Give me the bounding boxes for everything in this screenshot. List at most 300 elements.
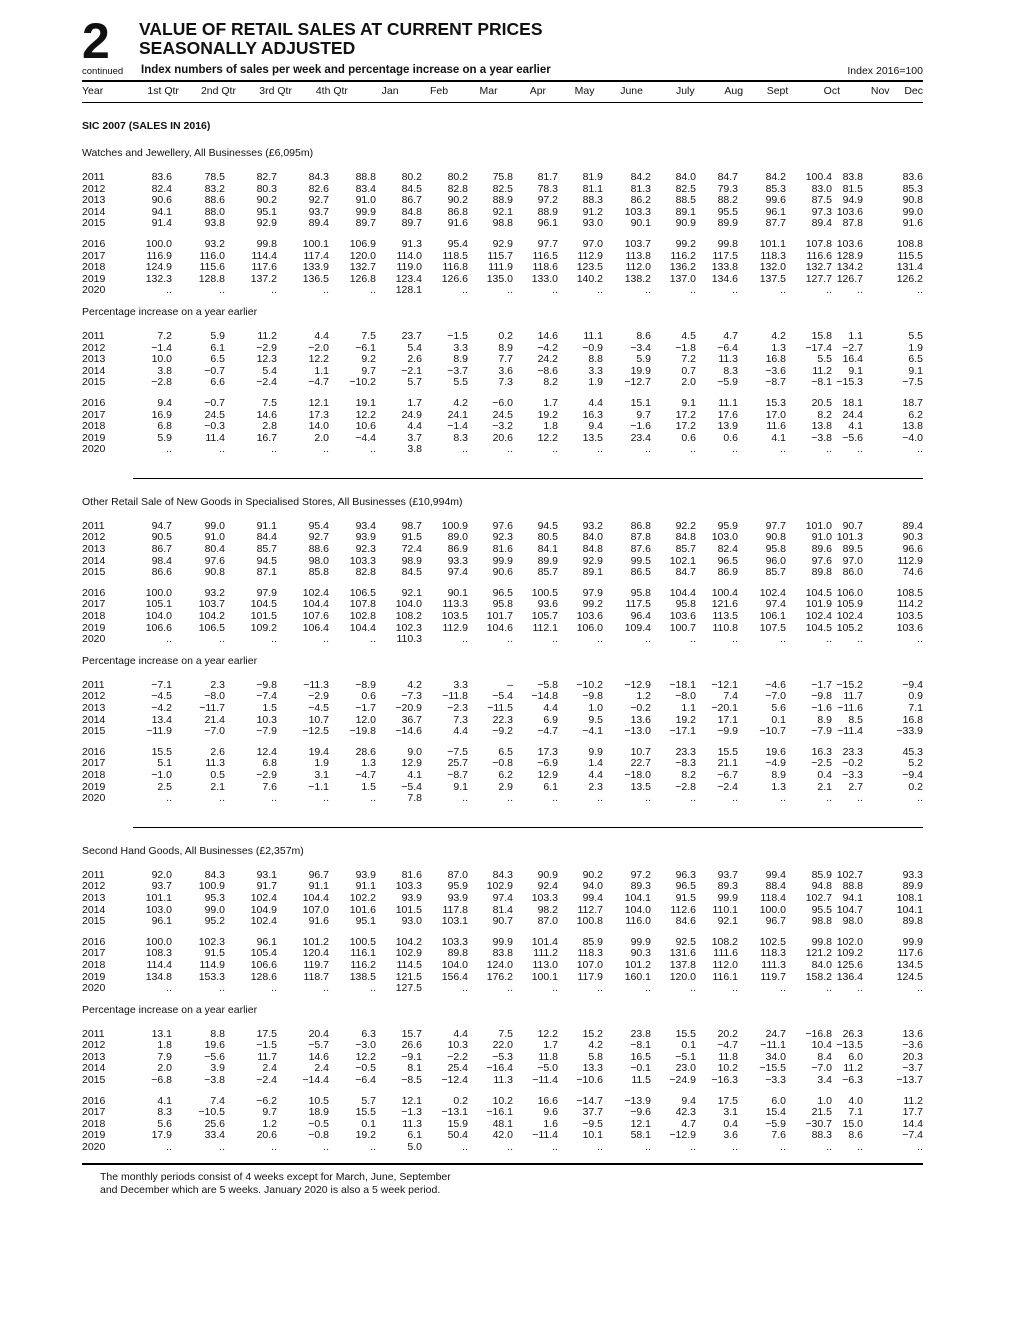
value-cell: −9.4 — [902, 768, 923, 781]
value-cell: 115.6 — [199, 261, 225, 274]
value-cell: −13.0 — [624, 725, 651, 738]
value-cell: 87.1 — [256, 566, 277, 579]
value-cell: −0.5 — [355, 1062, 376, 1075]
value-cell: −10.2 — [576, 678, 603, 691]
value-cell: .. — [552, 792, 558, 805]
table-row — [82, 444, 923, 456]
value-cell: .. — [271, 284, 277, 297]
table-row — [82, 239, 923, 251]
year-cell: 2020 — [82, 792, 106, 805]
value-cell: 80.4 — [204, 543, 225, 556]
value-cell: 101.1 — [145, 891, 172, 904]
value-cell: .. — [370, 982, 376, 995]
value-cell: 104.0 — [395, 598, 422, 611]
value-cell: 93.0 — [401, 915, 422, 928]
value-cell: .. — [857, 284, 863, 297]
value-cell: 5.7 — [361, 1094, 376, 1107]
value-cell: 10.6 — [355, 420, 376, 433]
value-cell: 85.8 — [308, 566, 329, 579]
value-cell: −24.9 — [669, 1074, 696, 1087]
value-cell: −11.6 — [837, 702, 863, 714]
value-cell: 100.4 — [711, 586, 738, 599]
value-cell: 7.2 — [681, 353, 696, 366]
value-cell: 97.9 — [256, 586, 277, 599]
value-cell: 86.5 — [630, 566, 651, 579]
value-cell: 1.3 — [771, 341, 786, 354]
value-cell: 99.2 — [675, 237, 696, 250]
value-cell: 96.7 — [308, 868, 329, 881]
year-cell: 2016 — [82, 745, 106, 758]
value-cell: 8.3 — [723, 364, 738, 377]
value-cell: .. — [732, 284, 738, 297]
value-cell: −5.3 — [492, 1050, 513, 1063]
value-cell: 89.3 — [630, 880, 651, 893]
value-cell: 96.6 — [902, 543, 923, 556]
value-cell: 83.0 — [811, 182, 832, 195]
year-cell: 2017 — [82, 598, 106, 611]
value-cell: .. — [507, 443, 513, 456]
value-cell: 6.1 — [210, 341, 225, 354]
value-cell: 9.5 — [588, 713, 603, 726]
value-cell: −2.5 — [811, 757, 832, 770]
value-cell: 16.3 — [811, 745, 832, 758]
value-cell: 104.4 — [302, 891, 329, 904]
value-cell: −4.5 — [308, 702, 329, 714]
value-cell: −2.4 — [717, 780, 738, 793]
value-cell: 99.4 — [582, 891, 603, 904]
value-cell: 74.6 — [902, 566, 923, 579]
year-cell: 2013 — [82, 543, 106, 556]
value-cell: 8.3 — [453, 431, 468, 444]
value-cell: 2.7 — [848, 780, 863, 793]
year-cell: 2014 — [82, 903, 106, 916]
value-cell: .. — [370, 792, 376, 805]
value-cell: 113.3 — [442, 598, 468, 611]
value-cell: 85.7 — [256, 543, 277, 556]
value-cell: 13.8 — [902, 420, 923, 433]
value-cell: −1.7 — [355, 702, 376, 714]
table-row — [82, 172, 923, 184]
value-cell: 84.5 — [401, 566, 422, 579]
table-row — [82, 623, 923, 635]
value-cell: 1.2 — [636, 690, 651, 703]
value-cell: −0.7 — [204, 396, 225, 409]
value-cell: 5.9 — [636, 353, 651, 366]
data-block — [82, 331, 923, 389]
value-cell: 17.3 — [308, 408, 329, 421]
value-cell: 102.8 — [349, 610, 376, 623]
value-cell: 7.3 — [498, 376, 513, 389]
value-cell: 8.2 — [543, 376, 558, 389]
value-cell: 15.5 — [355, 1106, 376, 1119]
value-cell: 9.4 — [588, 420, 603, 433]
value-cell: 1.7 — [407, 396, 422, 409]
value-cell: 15.5 — [675, 1027, 696, 1040]
value-cell: 90.9 — [537, 868, 558, 881]
value-cell: −14.4 — [302, 1074, 329, 1087]
value-cell: 82.4 — [151, 182, 172, 195]
table-row — [82, 354, 923, 366]
value-cell: 0.1 — [361, 1117, 376, 1130]
year-cell: 2014 — [82, 205, 106, 218]
value-cell: 103.7 — [624, 237, 651, 250]
value-cell: 117.6 — [897, 947, 923, 960]
header-bottom-rule — [82, 102, 923, 103]
value-cell: 94.1 — [151, 205, 172, 218]
value-cell: 1.5 — [262, 702, 277, 714]
value-cell: 102.4 — [250, 915, 277, 928]
value-cell: 108.8 — [896, 237, 923, 250]
value-cell: 104.5 — [805, 621, 832, 634]
value-cell: 11.3 — [493, 1074, 513, 1087]
value-cell: .. — [826, 792, 832, 805]
value-cell: .. — [552, 284, 558, 297]
value-cell: .. — [219, 792, 225, 805]
value-cell: 4.4 — [588, 396, 603, 409]
value-cell: 105.1 — [145, 598, 172, 611]
value-cell: 0.5 — [210, 768, 225, 781]
value-cell: 96.5 — [492, 586, 513, 599]
year-cell: 2011 — [82, 1027, 105, 1040]
table-row — [82, 1130, 923, 1142]
year-cell: 2014 — [82, 713, 106, 726]
value-cell: 113.8 — [625, 249, 651, 262]
value-cell: 137.5 — [759, 272, 786, 285]
value-cell: 17.2 — [675, 420, 696, 433]
value-cell: 11.3 — [718, 353, 738, 366]
year-cell: 2018 — [82, 1117, 106, 1130]
value-cell: 13.1 — [151, 1027, 172, 1040]
value-cell: 89.1 — [582, 566, 603, 579]
value-cell: −3.6 — [902, 1039, 923, 1052]
value-cell: 133.0 — [531, 272, 558, 285]
value-cell: 93.1 — [256, 868, 277, 881]
value-cell: 12.1 — [630, 1117, 651, 1130]
value-cell: 9.7 — [262, 1106, 277, 1119]
value-cell: 84.3 — [308, 171, 329, 183]
value-cell: .. — [597, 284, 603, 297]
data-block — [82, 521, 923, 579]
value-cell: .. — [462, 633, 468, 646]
value-cell: 85.3 — [902, 182, 923, 195]
value-cell: −2.1 — [401, 364, 422, 377]
column-header: Sept — [766, 85, 789, 98]
table-number: 2 — [82, 13, 110, 69]
value-cell: −3.0 — [355, 1039, 376, 1052]
value-cell: 4.4 — [314, 329, 329, 342]
value-cell: 84.3 — [492, 868, 513, 881]
value-cell: 81.7 — [537, 171, 558, 183]
value-cell: 102.3 — [198, 935, 225, 948]
value-cell: 112.1 — [532, 621, 558, 634]
value-cell: −0.3 — [204, 420, 225, 433]
value-cell: 94.5 — [537, 519, 558, 532]
value-cell: −7.5 — [447, 745, 468, 758]
value-cell: −3.3 — [842, 768, 863, 781]
column-header: Year — [82, 85, 104, 98]
value-cell: 137.0 — [669, 272, 696, 285]
value-cell: 100.9 — [198, 880, 225, 893]
value-cell: .. — [166, 284, 172, 297]
value-cell: 85.7 — [537, 566, 558, 579]
value-cell: 3.8 — [407, 443, 422, 456]
year-cell: 2019 — [82, 780, 106, 793]
section-separator — [133, 478, 923, 479]
value-cell: 116.5 — [532, 249, 558, 262]
value-cell: 86.8 — [630, 519, 651, 532]
value-cell: 82.6 — [308, 182, 329, 195]
value-cell: 8.8 — [588, 353, 603, 366]
column-header: Feb — [429, 85, 449, 98]
series-label: Watches and Jewellery, All Businesses (£6,095m) — [82, 147, 314, 159]
value-cell: 90.2 — [447, 194, 468, 207]
value-cell: 116.0 — [199, 249, 225, 262]
value-cell: −3.7 — [447, 364, 468, 377]
value-cell: 89.8 — [811, 566, 832, 579]
value-cell: 134.5 — [896, 958, 923, 971]
table-row — [82, 285, 923, 297]
year-cell: 2018 — [82, 420, 106, 433]
percentage-label: Percentage increase on a year earlier — [82, 305, 258, 318]
value-cell: 19.6 — [765, 745, 786, 758]
value-cell: .. — [507, 284, 513, 297]
value-cell: 4.2 — [407, 678, 422, 691]
value-cell: −1.5 — [256, 1039, 277, 1052]
value-cell: 83.8 — [492, 947, 513, 960]
value-cell: −11.4 — [837, 725, 863, 738]
value-cell: 22.7 — [630, 757, 651, 770]
value-cell: 95.3 — [204, 891, 225, 904]
continued-label: continued — [82, 66, 124, 77]
value-cell: 8.9 — [498, 341, 513, 354]
value-cell: 12.2 — [308, 353, 329, 366]
value-cell: 97.9 — [582, 586, 603, 599]
value-cell: 50.4 — [447, 1129, 468, 1142]
value-cell: 127.7 — [805, 272, 832, 285]
value-cell: 104.6 — [486, 621, 513, 634]
value-cell: −1.4 — [151, 341, 172, 354]
value-cell: 5.5 — [453, 376, 468, 389]
value-cell: 19.2 — [355, 1129, 376, 1142]
year-cell: 2012 — [82, 1039, 106, 1052]
value-cell: −6.3 — [842, 1074, 863, 1087]
value-cell: 89.6 — [811, 543, 832, 556]
value-cell: −16.3 — [711, 1074, 738, 1087]
value-cell: −17.4 — [805, 341, 832, 354]
value-cell: −4.2 — [537, 341, 558, 354]
value-cell: .. — [917, 443, 923, 456]
value-cell: −11.7 — [199, 702, 225, 714]
year-cell: 2019 — [82, 970, 106, 983]
value-cell: 107.5 — [759, 621, 786, 634]
value-cell: 42.3 — [675, 1106, 696, 1119]
value-cell: −2.8 — [151, 376, 172, 389]
percentage-label: Percentage increase on a year earlier — [82, 654, 258, 667]
value-cell: 116.2 — [350, 958, 376, 971]
value-cell: 78.5 — [204, 171, 225, 183]
value-cell: 106.4 — [302, 621, 329, 634]
value-cell: −7.9 — [811, 725, 832, 738]
value-cell: .. — [857, 792, 863, 805]
value-cell: 90.5 — [151, 531, 172, 544]
footnote-line-2: and December which are 5 weeks. January 2020 is also a 5 week period. — [100, 1183, 441, 1196]
value-cell: 92.3 — [492, 531, 513, 544]
value-cell: 103.3 — [395, 880, 422, 893]
section-separator — [133, 827, 923, 828]
value-cell: 6.6 — [210, 376, 225, 389]
value-cell: 12.1 — [308, 396, 329, 409]
value-cell: 10.3 — [256, 713, 277, 726]
value-cell: −10.5 — [198, 1106, 225, 1119]
value-cell: 108.5 — [896, 586, 923, 599]
value-cell: 119.0 — [396, 261, 422, 274]
value-cell: −9.2 — [492, 725, 513, 738]
value-cell: 103.3 — [349, 554, 376, 567]
value-cell: 24.9 — [401, 408, 422, 421]
value-cell: 86.7 — [401, 194, 422, 207]
value-cell: .. — [507, 1141, 513, 1154]
value-cell: 97.6 — [492, 519, 513, 532]
value-cell: 0.6 — [361, 690, 376, 703]
value-cell: 7.2 — [157, 329, 172, 342]
value-cell: 102.7 — [805, 891, 832, 904]
value-cell: 9.9 — [588, 745, 603, 758]
value-cell: 92.4 — [537, 880, 558, 893]
year-cell: 2020 — [82, 1141, 106, 1154]
value-cell: 82.8 — [355, 566, 376, 579]
value-cell: −3.2 — [492, 420, 513, 433]
value-cell: 107.0 — [576, 958, 603, 971]
value-cell: 90.3 — [630, 947, 651, 960]
page — [82, 13, 923, 1197]
year-cell: 2013 — [82, 702, 106, 714]
value-cell: 0.7 — [681, 364, 696, 377]
value-cell: 98.8 — [811, 915, 832, 928]
value-cell: 116.0 — [625, 915, 651, 928]
value-cell: 16.7 — [256, 431, 277, 444]
value-cell: 84.7 — [675, 566, 696, 579]
value-cell: 108.1 — [896, 891, 923, 904]
value-cell: 114.4 — [146, 958, 172, 971]
column-header: Nov — [870, 85, 890, 98]
value-cell: 15.8 — [811, 329, 832, 342]
value-cell: 4.2 — [453, 396, 468, 409]
value-cell: 94.7 — [151, 519, 172, 532]
value-cell: 82.4 — [717, 543, 738, 556]
value-cell: −2.7 — [842, 341, 863, 354]
year-cell: 2020 — [82, 284, 106, 297]
value-cell: 112.9 — [897, 554, 923, 567]
value-cell: 86.8 — [447, 205, 468, 218]
value-cell: 86.0 — [842, 566, 863, 579]
table-row — [82, 1142, 923, 1154]
value-cell: 0.6 — [723, 431, 738, 444]
value-cell: 113.5 — [712, 610, 738, 623]
table-row — [82, 770, 923, 782]
value-cell: 95.4 — [308, 519, 329, 532]
value-cell: 95.2 — [204, 915, 225, 928]
value-cell: −18.1 — [669, 678, 696, 691]
value-cell: .. — [826, 982, 832, 995]
value-cell: −6.4 — [355, 1074, 376, 1087]
value-cell: 88.3 — [811, 1129, 832, 1142]
value-cell: 6.8 — [262, 757, 277, 770]
value-cell: 123.4 — [395, 272, 422, 285]
value-cell: 81.5 — [842, 182, 863, 195]
value-cell: 115.5 — [897, 249, 923, 262]
value-cell: 133.8 — [711, 261, 738, 274]
value-cell: 107.0 — [302, 903, 329, 916]
value-cell: 98.7 — [401, 519, 422, 532]
value-cell: 114.5 — [396, 958, 422, 971]
value-cell: 91.1 — [355, 880, 376, 893]
value-cell: 93.7 — [717, 868, 738, 881]
value-cell: −12.9 — [624, 678, 651, 691]
value-cell: −13.7 — [896, 1074, 923, 1087]
year-cell: 2017 — [82, 249, 106, 262]
value-cell: −7.0 — [811, 1062, 832, 1075]
value-cell: .. — [780, 443, 786, 456]
value-cell: −7.4 — [256, 690, 277, 703]
value-cell: 134.8 — [145, 970, 172, 983]
value-cell: .. — [690, 982, 696, 995]
value-cell: 96.7 — [765, 915, 786, 928]
value-cell: 81.1 — [582, 182, 603, 195]
value-cell: −11.8 — [442, 690, 468, 703]
value-cell: 12.1 — [401, 1094, 422, 1107]
value-cell: 6.3 — [361, 1027, 376, 1040]
table-row — [82, 983, 923, 995]
value-cell: 84.5 — [401, 182, 422, 195]
value-cell: 1.1 — [681, 702, 696, 714]
value-cell: .. — [826, 284, 832, 297]
value-cell: −11.5 — [487, 702, 513, 714]
value-cell: 7.3 — [453, 713, 468, 726]
year-cell: 2011 — [82, 329, 105, 342]
value-cell: .. — [219, 443, 225, 456]
value-cell: 5.4 — [262, 364, 277, 377]
value-cell: 89.1 — [675, 205, 696, 218]
value-cell: 84.6 — [675, 915, 696, 928]
value-cell: 23.0 — [675, 1062, 696, 1075]
year-cell: 2018 — [82, 261, 106, 274]
value-cell: 102.1 — [669, 554, 696, 567]
value-cell: .. — [690, 284, 696, 297]
value-cell: 90.7 — [842, 519, 863, 532]
value-cell: 104.4 — [349, 621, 376, 634]
value-cell: −11.1 — [760, 1039, 786, 1052]
value-cell: 22.3 — [492, 713, 513, 726]
value-cell: −13.1 — [441, 1106, 468, 1119]
value-cell: 105.7 — [531, 610, 558, 623]
value-cell: 26.6 — [401, 1039, 422, 1052]
value-cell: 87.0 — [447, 868, 468, 881]
value-cell: 20.6 — [256, 1129, 277, 1142]
value-cell: 4.1 — [157, 1094, 172, 1107]
value-cell: 126.7 — [836, 272, 863, 285]
year-cell: 2020 — [82, 982, 106, 995]
value-cell: 16.8 — [765, 353, 786, 366]
value-cell: .. — [780, 982, 786, 995]
value-cell: 10.0 — [151, 353, 172, 366]
footnote-line-1: The monthly periods consist of 4 weeks except for March, June, September — [100, 1170, 451, 1183]
value-cell: 104.1 — [896, 903, 923, 916]
year-cell: 2012 — [82, 341, 106, 354]
value-cell: 103.6 — [836, 237, 863, 250]
column-header: June — [620, 85, 643, 98]
value-cell: −1.6 — [630, 420, 651, 433]
value-cell: 23.4 — [630, 431, 651, 444]
